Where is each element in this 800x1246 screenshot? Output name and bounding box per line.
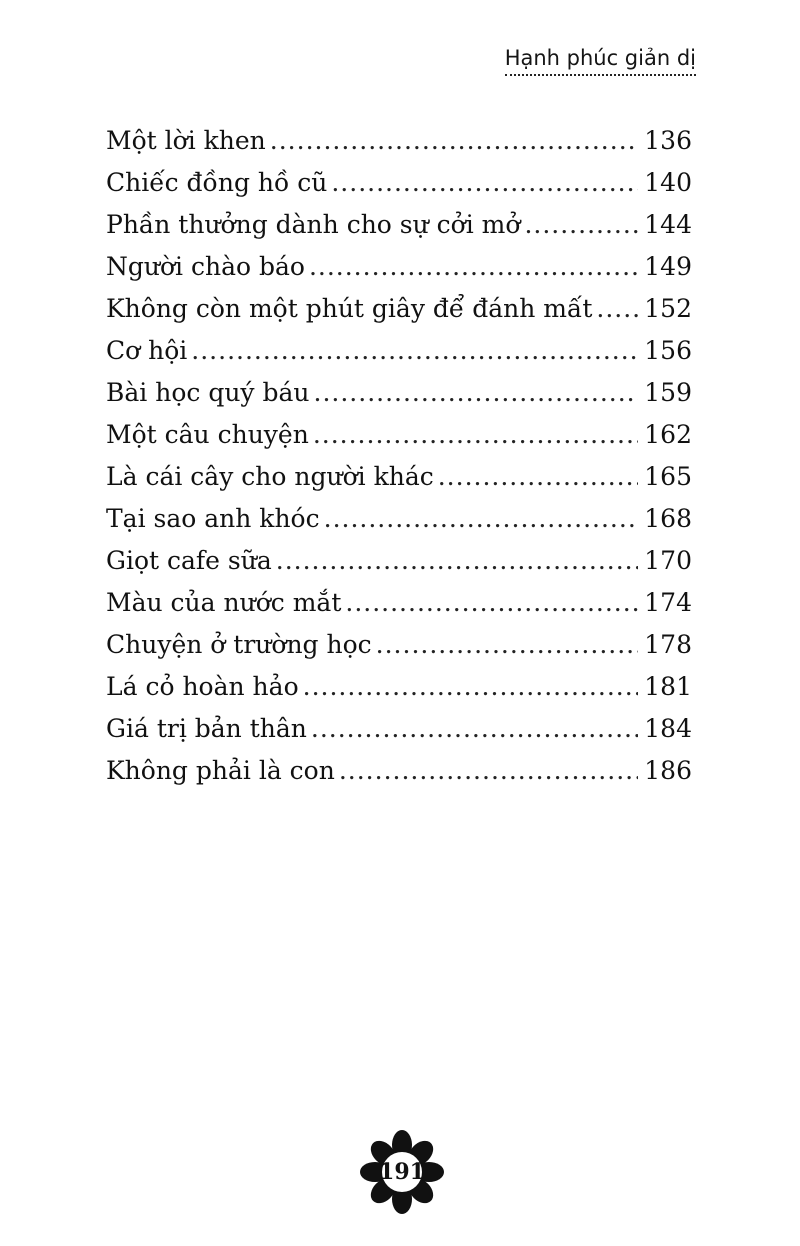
toc-entry-title: Cơ hội — [106, 336, 188, 365]
toc-entry-page: 170 — [644, 546, 692, 575]
dot-leader — [309, 246, 638, 288]
toc-entry-title: Không phải là con — [106, 756, 335, 785]
toc-entry-title: Chuyện ở trường học — [106, 630, 372, 659]
toc-entry — [106, 708, 692, 750]
toc-entry-title: Người chào báo — [106, 252, 305, 281]
toc-entry — [106, 540, 692, 582]
toc-entry — [106, 624, 692, 666]
toc-entry-page: 181 — [644, 672, 692, 701]
toc-entry — [106, 666, 692, 708]
toc-entry — [106, 246, 692, 288]
toc-entry-page: 149 — [644, 252, 692, 281]
toc-entry-page: 156 — [644, 336, 692, 365]
dot-leader — [524, 204, 638, 246]
toc-entry-page: 165 — [644, 462, 692, 491]
toc-entry-title: Lá cỏ hoàn hảo — [106, 672, 299, 701]
toc-entry-title: Giọt cafe sữa — [106, 546, 272, 575]
toc-entry-page: 162 — [644, 420, 692, 449]
toc-entry-title: Chiếc đồng hồ cũ — [106, 168, 328, 197]
toc-entry-title: Tại sao anh khóc — [106, 504, 320, 533]
toc-entry — [106, 372, 692, 414]
toc-entry-title: Bài học quý báu — [106, 378, 310, 407]
toc-entry-page: 136 — [644, 126, 692, 155]
toc-entry — [106, 330, 692, 372]
toc-entry-title: Giá trị bản thân — [106, 714, 307, 743]
table-of-contents — [106, 120, 692, 792]
running-header-book-title: Hạnh phúc giản dị — [505, 46, 696, 76]
dot-leader — [303, 666, 639, 708]
dot-leader — [191, 330, 638, 372]
toc-entry-page: 174 — [644, 588, 692, 617]
dot-leader — [270, 120, 639, 162]
dot-leader — [313, 414, 638, 456]
dot-leader — [314, 372, 639, 414]
toc-entry — [106, 582, 692, 624]
toc-entry-title: Một câu chuyện — [106, 420, 309, 449]
toc-entry-page: 184 — [644, 714, 692, 743]
toc-entry — [106, 288, 692, 330]
dot-leader — [331, 162, 638, 204]
toc-entry — [106, 162, 692, 204]
toc-entry — [106, 120, 692, 162]
toc-entry-title: Là cái cây cho người khác — [106, 462, 434, 491]
toc-entry-page: 186 — [644, 756, 692, 785]
toc-entry-title: Một lời khen — [106, 126, 266, 155]
toc-entry-title: Màu của nước mắt — [106, 588, 342, 617]
toc-entry-title: Phần thưởng dành cho sự cởi mở — [106, 210, 521, 239]
toc-entry-title: Không còn một phút giây để đánh mất — [106, 294, 593, 323]
dot-leader — [311, 708, 638, 750]
toc-entry — [106, 750, 692, 792]
toc-entry-page: 152 — [644, 294, 692, 323]
toc-entry-page: 159 — [644, 378, 692, 407]
toc-entry-page: 178 — [644, 630, 692, 659]
dot-leader — [438, 456, 639, 498]
toc-entry — [106, 204, 692, 246]
dot-leader — [376, 624, 639, 666]
toc-entry-page: 140 — [644, 168, 692, 197]
dot-leader — [339, 750, 638, 792]
toc-entry — [106, 414, 692, 456]
dot-leader — [324, 498, 639, 540]
dot-leader — [596, 288, 638, 330]
dot-leader — [276, 540, 639, 582]
toc-entry-page: 144 — [644, 210, 692, 239]
toc-entry — [106, 456, 692, 498]
dot-leader — [345, 582, 638, 624]
page-number: 191 — [379, 1159, 425, 1185]
toc-entry — [106, 498, 692, 540]
toc-entry-page: 168 — [644, 504, 692, 533]
